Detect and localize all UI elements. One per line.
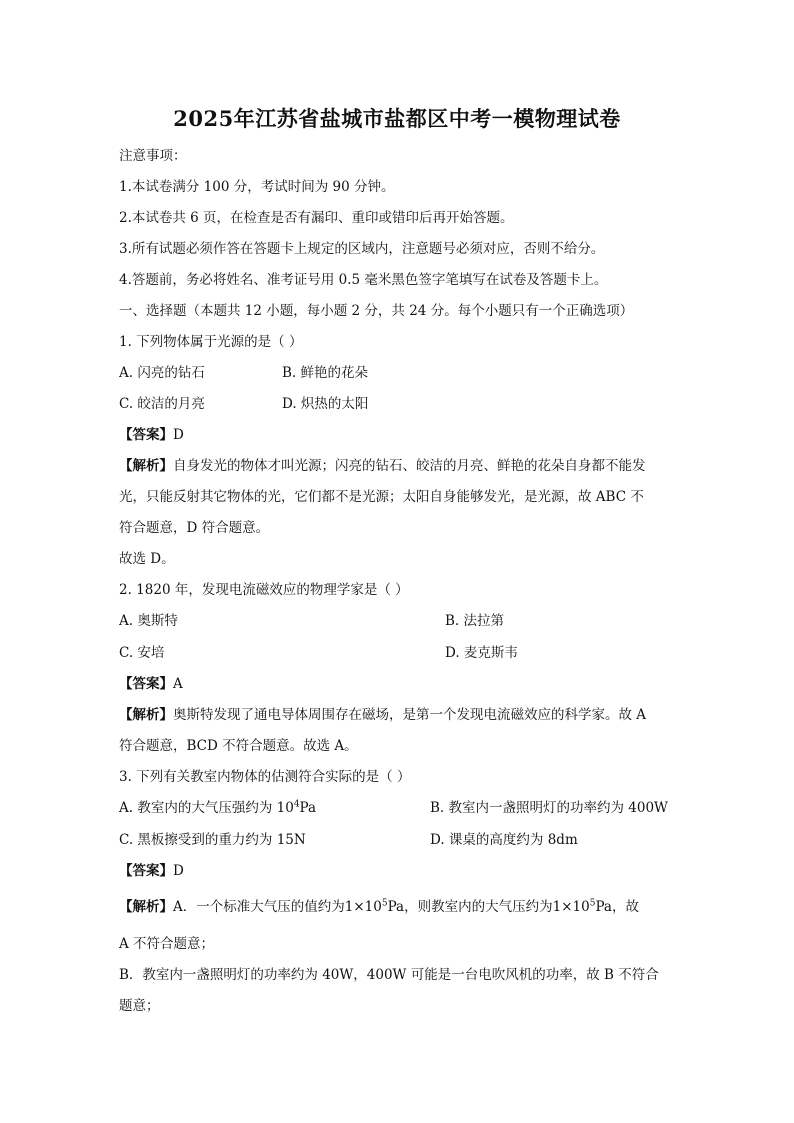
note-4: 4.答题前，务必将姓名、准考证号用 0.5 毫米黑色签字笔填写在试卷及答题卡上。	[119, 272, 608, 288]
q1-analysis-line-3: 符合题意，D 符合题意。	[119, 520, 270, 536]
pressure-exponent: 5	[589, 898, 596, 909]
page-title: 2025年江苏省盐城市盐都区中考一模物理试卷	[173, 106, 621, 131]
pressure-value-2	[553, 899, 612, 915]
q1-analysis-text-1: 自身发光的物体才叫光源；闪亮的钻石、皎洁的月亮、鲜艳的花朵自身都不能发	[173, 458, 646, 474]
pressure-unit: Pa	[387, 899, 405, 915]
q1-option-d: D. 炽热的太阳	[282, 396, 369, 412]
q3-answer	[119, 861, 184, 881]
q1-stem: 1. 下列物体属于光源的是（ ）	[119, 334, 303, 350]
q2-answer	[119, 674, 183, 694]
q3-answer-value: D	[173, 863, 184, 879]
note-1: 1.本试卷满分 100 分，考试时间为 90 分钟。	[119, 179, 395, 195]
q3-option-a-exponent: 4	[293, 799, 300, 810]
pressure-base: 1×10	[344, 899, 382, 915]
pressure-base: 1×10	[552, 899, 590, 915]
q2-option-a: A. 奥斯特	[119, 613, 178, 629]
q1-answer	[119, 425, 184, 445]
q3-option-a-text: A. 教室内的大气压强约为 10	[119, 800, 294, 816]
answer-tag: 【答案】	[119, 427, 173, 443]
answer-tag: 【答案】	[119, 863, 173, 879]
q2-option-c: C. 安培	[119, 645, 165, 661]
q3-analysis-a-text-3: ，故	[611, 899, 639, 915]
q1-analysis-line-1	[119, 456, 646, 476]
q3-option-d: D. 课桌的高度约为 8dm	[430, 832, 578, 848]
q1-conclusion: 故选 D。	[119, 551, 175, 567]
q3-analysis-b-line-1: B．教室内一盏照明灯的功率约为 40W，400W 可能是一台电吹风机的功率，故 B 不符合	[119, 967, 659, 983]
q3-stem: 3. 下列有关教室内物体的估测符合实际的是（ ）	[119, 769, 411, 785]
pressure-exponent: 5	[381, 898, 388, 909]
analysis-tag: 【解析】	[119, 458, 173, 474]
q3-analysis-a-line-1	[119, 897, 639, 917]
q3-option-c: C. 黑板擦受到的重力约为 15N	[119, 832, 306, 848]
q3-analysis-b-line-2: 题意；	[119, 998, 160, 1014]
q2-analysis-line-2: 符合题意，BCD 不符合题意。故选 A。	[119, 738, 358, 754]
q2-analysis-text-1: 奥斯特发现了通电导体周围存在磁场，是第一个发现电流磁效应的科学家。故 A	[173, 707, 647, 723]
note-3: 3.所有试题必须作答在答题卡上规定的区域内，注意题号必须对应，否则不给分。	[119, 241, 605, 257]
analysis-tag: 【解析】	[119, 899, 173, 915]
q3-option-a	[119, 798, 316, 818]
q1-option-a: A. 闪亮的钻石	[119, 365, 205, 381]
q3-analysis-a-text-1: A．一个标准大气压的值约为	[173, 899, 345, 915]
q2-stem: 2. 1820 年，发现电流磁效应的物理学家是（ ）	[119, 582, 409, 598]
q3-analysis-a-line-2: A 不符合题意；	[119, 936, 215, 952]
notes-heading: 注意事项：	[119, 148, 187, 164]
note-2: 2.本试卷共 6 页，在检查是否有漏印、重印或错印后再开始答题。	[119, 210, 514, 226]
q1-option-b: B. 鲜艳的花朵	[282, 365, 369, 381]
q2-answer-value: A	[173, 676, 183, 692]
answer-tag: 【答案】	[119, 676, 173, 692]
q1-option-c: C. 皎洁的月亮	[119, 396, 205, 412]
pressure-value-1	[345, 899, 404, 915]
section-heading: 一、选择题（本题共 12 小题，每小题 2 分，共 24 分。每个小题只有一个正确选项）	[119, 303, 634, 319]
analysis-tag: 【解析】	[119, 707, 173, 723]
q1-analysis-line-2: 光，只能反射其它物体的光，它们都不是光源；太阳自身能够发光，是光源，故 ABC 不	[119, 489, 644, 505]
q3-option-b: B. 教室内一盏照明灯的功率约为 400W	[430, 800, 668, 816]
q1-answer-value: D	[173, 427, 184, 443]
q3-analysis-a-text-2: ，则教室内的大气压约为	[404, 899, 553, 915]
q2-analysis-line-1	[119, 705, 646, 725]
q3-option-a-unit: Pa	[299, 800, 317, 816]
q2-option-d: D. 麦克斯韦	[445, 645, 518, 661]
pressure-unit: Pa	[595, 899, 612, 915]
q2-option-b: B. 法拉第	[445, 613, 505, 629]
